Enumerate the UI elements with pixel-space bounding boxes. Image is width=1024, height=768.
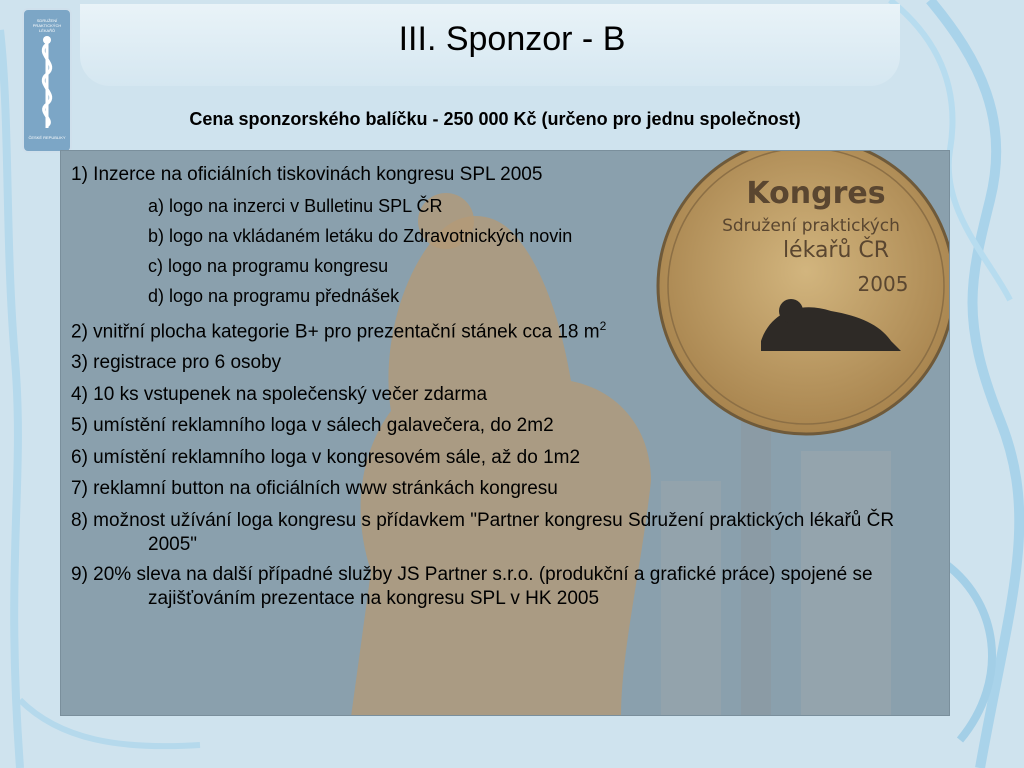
kongres-logo-line1: Kongres	[746, 176, 886, 211]
list-item: 9) 20% sleva na další případné služby JS Partner s.r.o. (produkční a grafické práce) spojené se zajišťováním prezentace na kongresu SPL v HK 2005	[71, 563, 873, 609]
list-item: 6) umístění reklamního loga v kongresovém sále, až do 1m2	[71, 446, 581, 468]
list-subitem: b) logo na vkládaném letáku do Zdravotnických novin	[148, 225, 573, 246]
list-item: 7) reklamní button na oficiálních www stránkách kongresu	[71, 478, 558, 500]
kongres-logo-line4: 2005	[857, 272, 909, 296]
list-subitem: c) logo na programu kongresu	[148, 255, 389, 276]
slide-subtitle: Cena sponzorského balíčku - 250 000 Kč (určeno pro jednu společnost)	[189, 109, 801, 129]
list-subitem: a) logo na inzerci v Bulletinu SPL ČR	[148, 195, 443, 216]
list-item: 4) 10 ks vstupenek na společenský večer zdarma	[71, 383, 488, 405]
sponsor-benefits-list	[71, 159, 941, 617]
list-item: 8) možnost užívání loga kongresu s přídavkem "Partner kongresu Sdružení praktických lékařů ČR 2005"	[71, 509, 895, 555]
content-panel	[60, 150, 950, 716]
list-item-text: 2) vnitřní plocha kategorie B+ pro prezentační stánek cca 18 m	[71, 320, 600, 342]
list-item: 3) registrace pro 6 osoby	[71, 352, 282, 374]
list-subitem: d) logo na programu přednášek	[148, 285, 400, 306]
badge-top-text: SDRUŽENÍ PRAKTICKÝCH LÉKAŘŮ	[32, 18, 62, 33]
kongres-logo-line3: lékařů ČR	[782, 238, 890, 263]
list-item	[71, 311, 941, 348]
list-item: 1) Inzerce na oficiálních tiskovinách kongresu SPL 2005	[71, 164, 543, 185]
list-item: 5) umístění reklamního loga v sálech galavečera, do 2m2	[71, 415, 554, 437]
slide-title: III. Sponzor - B	[398, 20, 626, 58]
badge-bottom-text: ČESKÉ REPUBLIKY	[28, 135, 66, 140]
kongres-logo-line2: Sdružení praktických	[722, 216, 900, 236]
superscript: 2	[599, 318, 607, 333]
